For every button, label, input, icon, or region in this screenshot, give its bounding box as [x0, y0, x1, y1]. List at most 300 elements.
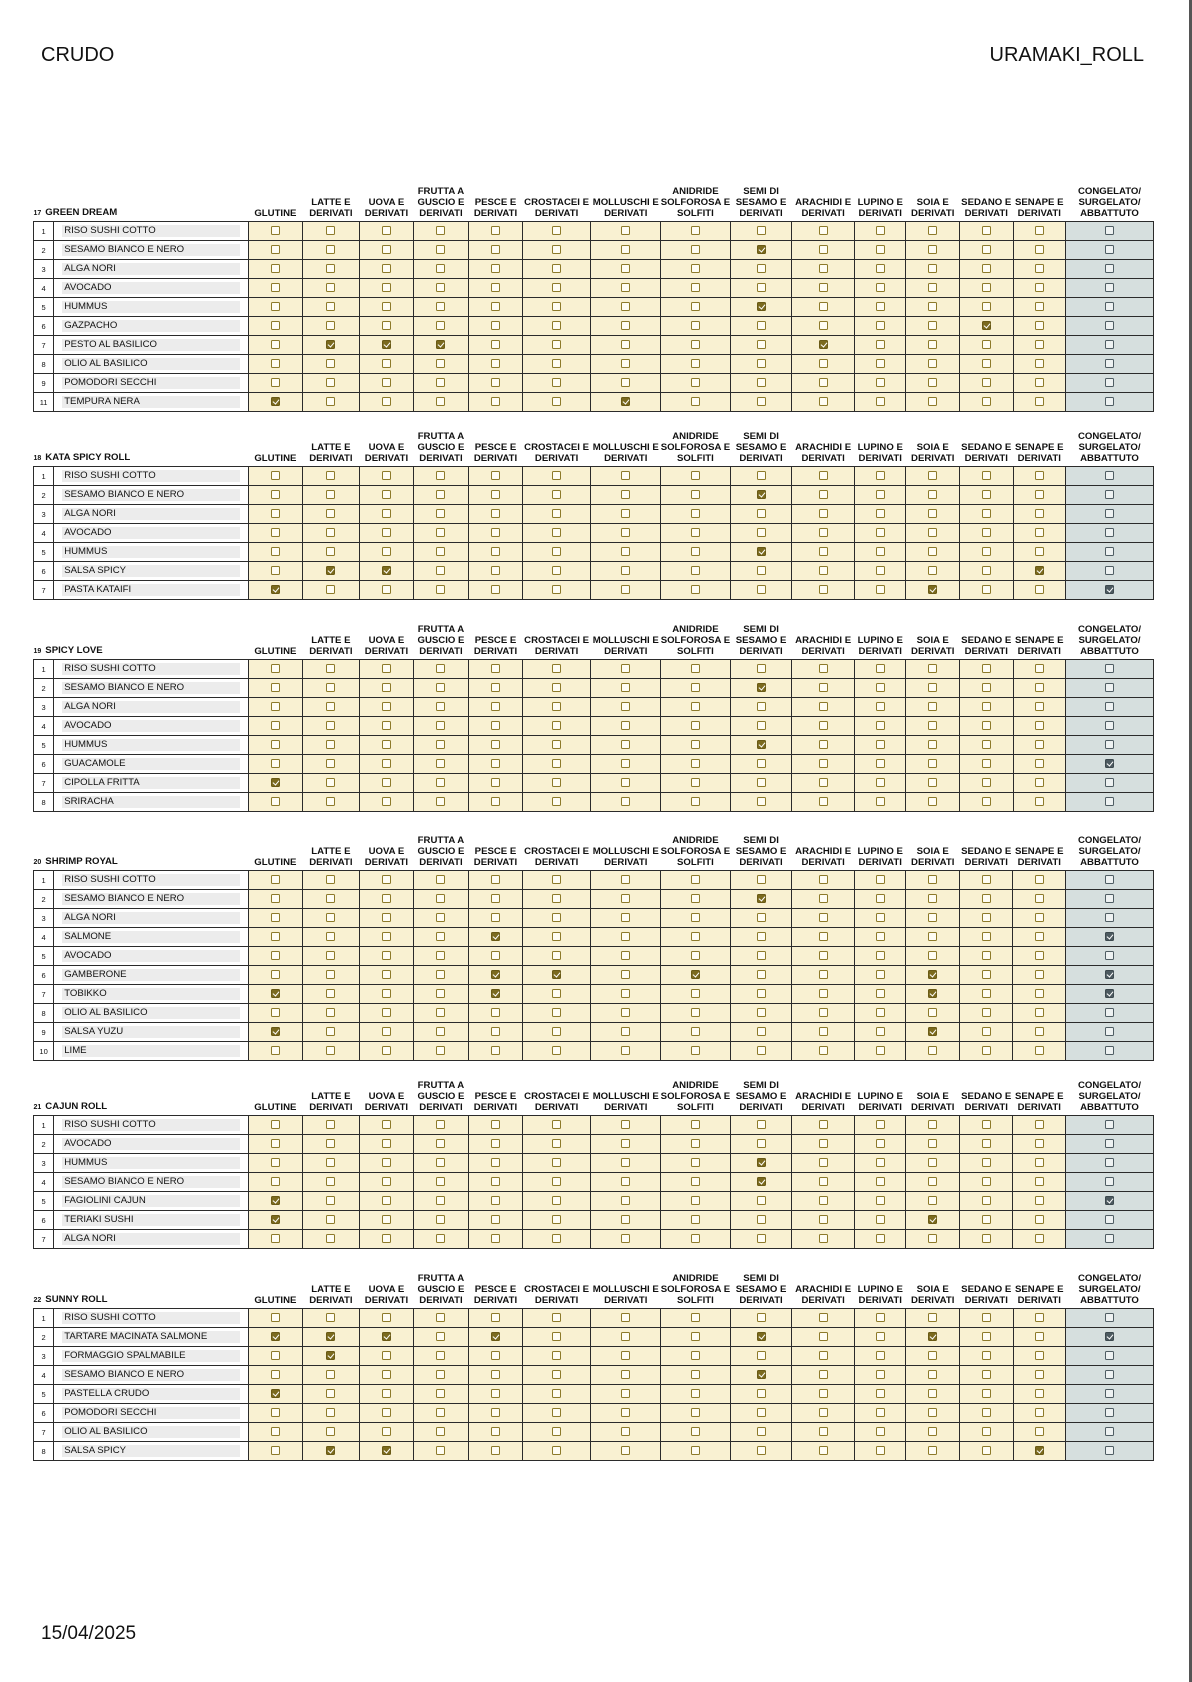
checkbox-unchecked[interactable] — [326, 1389, 335, 1398]
checkbox-unchecked[interactable] — [382, 664, 391, 673]
checkbox-unchecked[interactable] — [271, 1158, 280, 1167]
checkbox-unchecked[interactable] — [271, 951, 280, 960]
checkbox-unchecked[interactable] — [382, 1408, 391, 1417]
checkbox-unchecked[interactable] — [928, 875, 937, 884]
checkbox-unchecked[interactable] — [1035, 1158, 1044, 1167]
checkbox-unchecked[interactable] — [982, 1408, 991, 1417]
checkbox-unchecked[interactable] — [982, 547, 991, 556]
checkbox-unchecked[interactable] — [271, 566, 280, 575]
checkbox-unchecked[interactable] — [691, 378, 700, 387]
checkbox-checked[interactable] — [491, 1332, 500, 1341]
checkbox-checked[interactable] — [271, 397, 280, 406]
checkbox-checked[interactable] — [271, 1027, 280, 1036]
checkbox-checked[interactable] — [1105, 1332, 1114, 1341]
checkbox-unchecked[interactable] — [552, 1120, 561, 1129]
checkbox-unchecked[interactable] — [271, 759, 280, 768]
checkbox-unchecked[interactable] — [1105, 1158, 1114, 1167]
checkbox-checked[interactable] — [271, 1196, 280, 1205]
checkbox-unchecked[interactable] — [876, 1139, 885, 1148]
checkbox-unchecked[interactable] — [928, 1046, 937, 1055]
checkbox-unchecked[interactable] — [757, 1196, 766, 1205]
checkbox-unchecked[interactable] — [876, 702, 885, 711]
checkbox-unchecked[interactable] — [757, 913, 766, 922]
checkbox-unchecked[interactable] — [1035, 970, 1044, 979]
checkbox-unchecked[interactable] — [621, 951, 630, 960]
checkbox-unchecked[interactable] — [326, 778, 335, 787]
checkbox-unchecked[interactable] — [691, 283, 700, 292]
checkbox-unchecked[interactable] — [382, 797, 391, 806]
checkbox-unchecked[interactable] — [552, 721, 561, 730]
checkbox-checked[interactable] — [1105, 970, 1114, 979]
checkbox-unchecked[interactable] — [491, 1215, 500, 1224]
checkbox-unchecked[interactable] — [928, 664, 937, 673]
checkbox-unchecked[interactable] — [757, 264, 766, 273]
checkbox-unchecked[interactable] — [757, 1351, 766, 1360]
checkbox-unchecked[interactable] — [1105, 547, 1114, 556]
checkbox-unchecked[interactable] — [1105, 875, 1114, 884]
checkbox-unchecked[interactable] — [271, 378, 280, 387]
checkbox-unchecked[interactable] — [491, 759, 500, 768]
checkbox-unchecked[interactable] — [491, 683, 500, 692]
checkbox-unchecked[interactable] — [1035, 1027, 1044, 1036]
checkbox-unchecked[interactable] — [621, 1008, 630, 1017]
checkbox-unchecked[interactable] — [1105, 913, 1114, 922]
checkbox-unchecked[interactable] — [491, 226, 500, 235]
checkbox-unchecked[interactable] — [819, 321, 828, 330]
checkbox-unchecked[interactable] — [1105, 302, 1114, 311]
checkbox-unchecked[interactable] — [982, 1446, 991, 1455]
checkbox-checked[interactable] — [757, 1158, 766, 1167]
checkbox-unchecked[interactable] — [1105, 528, 1114, 537]
checkbox-checked[interactable] — [757, 740, 766, 749]
checkbox-unchecked[interactable] — [382, 1389, 391, 1398]
checkbox-unchecked[interactable] — [1105, 702, 1114, 711]
checkbox-unchecked[interactable] — [1105, 1389, 1114, 1398]
checkbox-unchecked[interactable] — [819, 585, 828, 594]
checkbox-unchecked[interactable] — [1105, 1008, 1114, 1017]
checkbox-unchecked[interactable] — [436, 932, 445, 941]
checkbox-unchecked[interactable] — [326, 471, 335, 480]
checkbox-checked[interactable] — [271, 1215, 280, 1224]
checkbox-unchecked[interactable] — [928, 932, 937, 941]
checkbox-unchecked[interactable] — [691, 528, 700, 537]
checkbox-unchecked[interactable] — [621, 721, 630, 730]
checkbox-unchecked[interactable] — [552, 778, 561, 787]
checkbox-unchecked[interactable] — [982, 797, 991, 806]
checkbox-checked[interactable] — [1105, 932, 1114, 941]
checkbox-unchecked[interactable] — [621, 1389, 630, 1398]
checkbox-unchecked[interactable] — [382, 226, 391, 235]
checkbox-unchecked[interactable] — [1105, 245, 1114, 254]
checkbox-unchecked[interactable] — [552, 340, 561, 349]
checkbox-unchecked[interactable] — [876, 1313, 885, 1322]
checkbox-unchecked[interactable] — [436, 894, 445, 903]
checkbox-unchecked[interactable] — [491, 471, 500, 480]
checkbox-unchecked[interactable] — [819, 932, 828, 941]
checkbox-unchecked[interactable] — [621, 245, 630, 254]
checkbox-unchecked[interactable] — [621, 1446, 630, 1455]
checkbox-unchecked[interactable] — [819, 1351, 828, 1360]
checkbox-unchecked[interactable] — [621, 340, 630, 349]
checkbox-unchecked[interactable] — [982, 1139, 991, 1148]
checkbox-unchecked[interactable] — [982, 264, 991, 273]
checkbox-unchecked[interactable] — [819, 528, 828, 537]
checkbox-unchecked[interactable] — [928, 397, 937, 406]
checkbox-unchecked[interactable] — [552, 932, 561, 941]
checkbox-unchecked[interactable] — [691, 932, 700, 941]
checkbox-unchecked[interactable] — [382, 585, 391, 594]
checkbox-unchecked[interactable] — [491, 359, 500, 368]
checkbox-unchecked[interactable] — [491, 1196, 500, 1205]
checkbox-unchecked[interactable] — [436, 1215, 445, 1224]
checkbox-unchecked[interactable] — [436, 1046, 445, 1055]
checkbox-unchecked[interactable] — [436, 1332, 445, 1341]
checkbox-unchecked[interactable] — [382, 490, 391, 499]
checkbox-unchecked[interactable] — [382, 1427, 391, 1436]
checkbox-unchecked[interactable] — [621, 509, 630, 518]
checkbox-unchecked[interactable] — [326, 490, 335, 499]
checkbox-unchecked[interactable] — [621, 1215, 630, 1224]
checkbox-unchecked[interactable] — [928, 264, 937, 273]
checkbox-unchecked[interactable] — [271, 932, 280, 941]
checkbox-unchecked[interactable] — [271, 359, 280, 368]
checkbox-unchecked[interactable] — [382, 509, 391, 518]
checkbox-unchecked[interactable] — [928, 1370, 937, 1379]
checkbox-unchecked[interactable] — [691, 759, 700, 768]
checkbox-unchecked[interactable] — [876, 547, 885, 556]
checkbox-unchecked[interactable] — [876, 1427, 885, 1436]
checkbox-unchecked[interactable] — [436, 1196, 445, 1205]
checkbox-unchecked[interactable] — [757, 1234, 766, 1243]
checkbox-checked[interactable] — [326, 1446, 335, 1455]
checkbox-unchecked[interactable] — [757, 875, 766, 884]
checkbox-unchecked[interactable] — [552, 759, 561, 768]
checkbox-unchecked[interactable] — [326, 1120, 335, 1129]
checkbox-unchecked[interactable] — [436, 1120, 445, 1129]
checkbox-unchecked[interactable] — [271, 913, 280, 922]
checkbox-unchecked[interactable] — [757, 778, 766, 787]
checkbox-checked[interactable] — [491, 970, 500, 979]
checkbox-unchecked[interactable] — [876, 321, 885, 330]
checkbox-unchecked[interactable] — [819, 226, 828, 235]
checkbox-checked[interactable] — [691, 970, 700, 979]
checkbox-checked[interactable] — [1105, 585, 1114, 594]
checkbox-unchecked[interactable] — [382, 245, 391, 254]
checkbox-unchecked[interactable] — [876, 245, 885, 254]
checkbox-unchecked[interactable] — [691, 1177, 700, 1186]
checkbox-unchecked[interactable] — [819, 1177, 828, 1186]
checkbox-unchecked[interactable] — [928, 378, 937, 387]
checkbox-unchecked[interactable] — [326, 970, 335, 979]
checkbox-unchecked[interactable] — [326, 547, 335, 556]
checkbox-unchecked[interactable] — [819, 894, 828, 903]
checkbox-unchecked[interactable] — [382, 1196, 391, 1205]
checkbox-unchecked[interactable] — [757, 1027, 766, 1036]
checkbox-unchecked[interactable] — [1035, 1177, 1044, 1186]
checkbox-unchecked[interactable] — [691, 951, 700, 960]
checkbox-unchecked[interactable] — [621, 1408, 630, 1417]
checkbox-unchecked[interactable] — [819, 759, 828, 768]
checkbox-unchecked[interactable] — [691, 509, 700, 518]
checkbox-unchecked[interactable] — [1105, 894, 1114, 903]
checkbox-unchecked[interactable] — [436, 970, 445, 979]
checkbox-unchecked[interactable] — [691, 721, 700, 730]
checkbox-unchecked[interactable] — [691, 913, 700, 922]
checkbox-unchecked[interactable] — [876, 797, 885, 806]
checkbox-unchecked[interactable] — [1035, 1215, 1044, 1224]
checkbox-unchecked[interactable] — [876, 1446, 885, 1455]
checkbox-unchecked[interactable] — [382, 989, 391, 998]
checkbox-unchecked[interactable] — [621, 321, 630, 330]
checkbox-checked[interactable] — [928, 1332, 937, 1341]
checkbox-unchecked[interactable] — [876, 340, 885, 349]
checkbox-unchecked[interactable] — [491, 1008, 500, 1017]
checkbox-unchecked[interactable] — [876, 932, 885, 941]
checkbox-unchecked[interactable] — [326, 359, 335, 368]
checkbox-unchecked[interactable] — [552, 321, 561, 330]
checkbox-unchecked[interactable] — [382, 951, 391, 960]
checkbox-unchecked[interactable] — [491, 1446, 500, 1455]
checkbox-unchecked[interactable] — [271, 264, 280, 273]
checkbox-unchecked[interactable] — [982, 1427, 991, 1436]
checkbox-unchecked[interactable] — [691, 1370, 700, 1379]
checkbox-unchecked[interactable] — [757, 970, 766, 979]
checkbox-unchecked[interactable] — [928, 913, 937, 922]
checkbox-unchecked[interactable] — [1105, 378, 1114, 387]
checkbox-checked[interactable] — [271, 989, 280, 998]
checkbox-unchecked[interactable] — [1105, 1408, 1114, 1417]
checkbox-unchecked[interactable] — [326, 932, 335, 941]
checkbox-checked[interactable] — [757, 1370, 766, 1379]
checkbox-checked[interactable] — [928, 1215, 937, 1224]
checkbox-unchecked[interactable] — [876, 759, 885, 768]
checkbox-unchecked[interactable] — [271, 875, 280, 884]
checkbox-unchecked[interactable] — [757, 528, 766, 537]
checkbox-unchecked[interactable] — [326, 1408, 335, 1417]
checkbox-checked[interactable] — [271, 585, 280, 594]
checkbox-unchecked[interactable] — [1035, 340, 1044, 349]
checkbox-unchecked[interactable] — [691, 359, 700, 368]
checkbox-unchecked[interactable] — [928, 951, 937, 960]
checkbox-unchecked[interactable] — [436, 1313, 445, 1322]
checkbox-unchecked[interactable] — [757, 951, 766, 960]
checkbox-unchecked[interactable] — [382, 913, 391, 922]
checkbox-unchecked[interactable] — [1035, 797, 1044, 806]
checkbox-checked[interactable] — [436, 340, 445, 349]
checkbox-unchecked[interactable] — [491, 951, 500, 960]
checkbox-checked[interactable] — [757, 547, 766, 556]
checkbox-unchecked[interactable] — [621, 1234, 630, 1243]
checkbox-unchecked[interactable] — [819, 378, 828, 387]
checkbox-unchecked[interactable] — [382, 1139, 391, 1148]
checkbox-unchecked[interactable] — [271, 664, 280, 673]
checkbox-unchecked[interactable] — [819, 1215, 828, 1224]
checkbox-unchecked[interactable] — [491, 1313, 500, 1322]
checkbox-unchecked[interactable] — [382, 759, 391, 768]
checkbox-unchecked[interactable] — [876, 894, 885, 903]
checkbox-unchecked[interactable] — [552, 894, 561, 903]
checkbox-unchecked[interactable] — [691, 490, 700, 499]
checkbox-unchecked[interactable] — [757, 509, 766, 518]
checkbox-unchecked[interactable] — [621, 1158, 630, 1167]
checkbox-unchecked[interactable] — [552, 1389, 561, 1398]
checkbox-unchecked[interactable] — [552, 1158, 561, 1167]
checkbox-unchecked[interactable] — [819, 778, 828, 787]
checkbox-unchecked[interactable] — [382, 1177, 391, 1186]
checkbox-unchecked[interactable] — [1035, 490, 1044, 499]
checkbox-unchecked[interactable] — [691, 1234, 700, 1243]
checkbox-unchecked[interactable] — [1035, 951, 1044, 960]
checkbox-unchecked[interactable] — [819, 951, 828, 960]
checkbox-unchecked[interactable] — [1035, 585, 1044, 594]
checkbox-unchecked[interactable] — [928, 1008, 937, 1017]
checkbox-unchecked[interactable] — [1105, 1120, 1114, 1129]
checkbox-unchecked[interactable] — [436, 740, 445, 749]
checkbox-unchecked[interactable] — [1035, 1046, 1044, 1055]
checkbox-unchecked[interactable] — [691, 894, 700, 903]
checkbox-unchecked[interactable] — [876, 585, 885, 594]
checkbox-unchecked[interactable] — [928, 1446, 937, 1455]
checkbox-unchecked[interactable] — [819, 1313, 828, 1322]
checkbox-unchecked[interactable] — [982, 1196, 991, 1205]
checkbox-unchecked[interactable] — [876, 778, 885, 787]
checkbox-unchecked[interactable] — [552, 1332, 561, 1341]
checkbox-unchecked[interactable] — [552, 1427, 561, 1436]
checkbox-unchecked[interactable] — [436, 1008, 445, 1017]
checkbox-unchecked[interactable] — [436, 1139, 445, 1148]
checkbox-unchecked[interactable] — [876, 1177, 885, 1186]
checkbox-unchecked[interactable] — [928, 359, 937, 368]
checkbox-unchecked[interactable] — [876, 951, 885, 960]
checkbox-unchecked[interactable] — [382, 359, 391, 368]
checkbox-unchecked[interactable] — [982, 359, 991, 368]
checkbox-unchecked[interactable] — [382, 528, 391, 537]
checkbox-unchecked[interactable] — [491, 547, 500, 556]
checkbox-unchecked[interactable] — [1035, 894, 1044, 903]
checkbox-unchecked[interactable] — [1035, 1313, 1044, 1322]
checkbox-unchecked[interactable] — [928, 509, 937, 518]
checkbox-unchecked[interactable] — [491, 721, 500, 730]
checkbox-unchecked[interactable] — [928, 245, 937, 254]
checkbox-unchecked[interactable] — [1105, 566, 1114, 575]
checkbox-unchecked[interactable] — [436, 951, 445, 960]
checkbox-unchecked[interactable] — [552, 1370, 561, 1379]
checkbox-unchecked[interactable] — [326, 1046, 335, 1055]
checkbox-unchecked[interactable] — [382, 1215, 391, 1224]
checkbox-unchecked[interactable] — [491, 1234, 500, 1243]
checkbox-unchecked[interactable] — [436, 664, 445, 673]
checkbox-unchecked[interactable] — [1105, 1446, 1114, 1455]
checkbox-unchecked[interactable] — [876, 1215, 885, 1224]
checkbox-unchecked[interactable] — [621, 547, 630, 556]
checkbox-unchecked[interactable] — [326, 1139, 335, 1148]
checkbox-unchecked[interactable] — [271, 970, 280, 979]
checkbox-unchecked[interactable] — [491, 283, 500, 292]
checkbox-unchecked[interactable] — [928, 547, 937, 556]
checkbox-unchecked[interactable] — [876, 721, 885, 730]
checkbox-unchecked[interactable] — [876, 1120, 885, 1129]
checkbox-unchecked[interactable] — [819, 721, 828, 730]
checkbox-unchecked[interactable] — [326, 226, 335, 235]
checkbox-unchecked[interactable] — [1105, 359, 1114, 368]
checkbox-unchecked[interactable] — [621, 1351, 630, 1360]
checkbox-checked[interactable] — [326, 566, 335, 575]
checkbox-unchecked[interactable] — [691, 471, 700, 480]
checkbox-unchecked[interactable] — [928, 321, 937, 330]
checkbox-unchecked[interactable] — [491, 1158, 500, 1167]
checkbox-unchecked[interactable] — [1035, 1389, 1044, 1398]
checkbox-unchecked[interactable] — [1035, 397, 1044, 406]
checkbox-unchecked[interactable] — [1105, 721, 1114, 730]
checkbox-unchecked[interactable] — [271, 226, 280, 235]
checkbox-unchecked[interactable] — [928, 894, 937, 903]
checkbox-unchecked[interactable] — [691, 1008, 700, 1017]
checkbox-checked[interactable] — [271, 1332, 280, 1341]
checkbox-checked[interactable] — [491, 989, 500, 998]
checkbox-unchecked[interactable] — [757, 759, 766, 768]
checkbox-unchecked[interactable] — [491, 528, 500, 537]
checkbox-unchecked[interactable] — [552, 740, 561, 749]
checkbox-unchecked[interactable] — [326, 702, 335, 711]
checkbox-unchecked[interactable] — [436, 490, 445, 499]
checkbox-unchecked[interactable] — [819, 283, 828, 292]
checkbox-unchecked[interactable] — [819, 302, 828, 311]
checkbox-unchecked[interactable] — [1035, 702, 1044, 711]
checkbox-unchecked[interactable] — [552, 1408, 561, 1417]
checkbox-checked[interactable] — [1105, 1196, 1114, 1205]
checkbox-unchecked[interactable] — [271, 1139, 280, 1148]
checkbox-unchecked[interactable] — [876, 1027, 885, 1036]
checkbox-unchecked[interactable] — [326, 283, 335, 292]
checkbox-unchecked[interactable] — [436, 1234, 445, 1243]
checkbox-unchecked[interactable] — [876, 1196, 885, 1205]
checkbox-unchecked[interactable] — [1105, 1215, 1114, 1224]
checkbox-unchecked[interactable] — [982, 913, 991, 922]
checkbox-unchecked[interactable] — [621, 932, 630, 941]
checkbox-unchecked[interactable] — [928, 490, 937, 499]
checkbox-unchecked[interactable] — [1035, 1370, 1044, 1379]
checkbox-unchecked[interactable] — [621, 471, 630, 480]
checkbox-unchecked[interactable] — [757, 932, 766, 941]
checkbox-unchecked[interactable] — [876, 989, 885, 998]
checkbox-checked[interactable] — [326, 340, 335, 349]
checkbox-unchecked[interactable] — [491, 321, 500, 330]
checkbox-unchecked[interactable] — [819, 1332, 828, 1341]
checkbox-unchecked[interactable] — [1035, 1139, 1044, 1148]
checkbox-unchecked[interactable] — [1035, 664, 1044, 673]
checkbox-unchecked[interactable] — [1035, 1351, 1044, 1360]
checkbox-unchecked[interactable] — [982, 283, 991, 292]
checkbox-unchecked[interactable] — [552, 664, 561, 673]
checkbox-unchecked[interactable] — [876, 1332, 885, 1341]
checkbox-unchecked[interactable] — [436, 1389, 445, 1398]
checkbox-unchecked[interactable] — [819, 797, 828, 806]
checkbox-unchecked[interactable] — [326, 378, 335, 387]
checkbox-unchecked[interactable] — [1035, 778, 1044, 787]
checkbox-unchecked[interactable] — [552, 490, 561, 499]
checkbox-unchecked[interactable] — [552, 509, 561, 518]
checkbox-unchecked[interactable] — [326, 721, 335, 730]
checkbox-unchecked[interactable] — [691, 683, 700, 692]
checkbox-unchecked[interactable] — [928, 1351, 937, 1360]
checkbox-unchecked[interactable] — [1105, 490, 1114, 499]
checkbox-unchecked[interactable] — [757, 1046, 766, 1055]
checkbox-unchecked[interactable] — [382, 1370, 391, 1379]
checkbox-unchecked[interactable] — [491, 1177, 500, 1186]
checkbox-unchecked[interactable] — [982, 1215, 991, 1224]
checkbox-unchecked[interactable] — [552, 471, 561, 480]
checkbox-unchecked[interactable] — [621, 1370, 630, 1379]
